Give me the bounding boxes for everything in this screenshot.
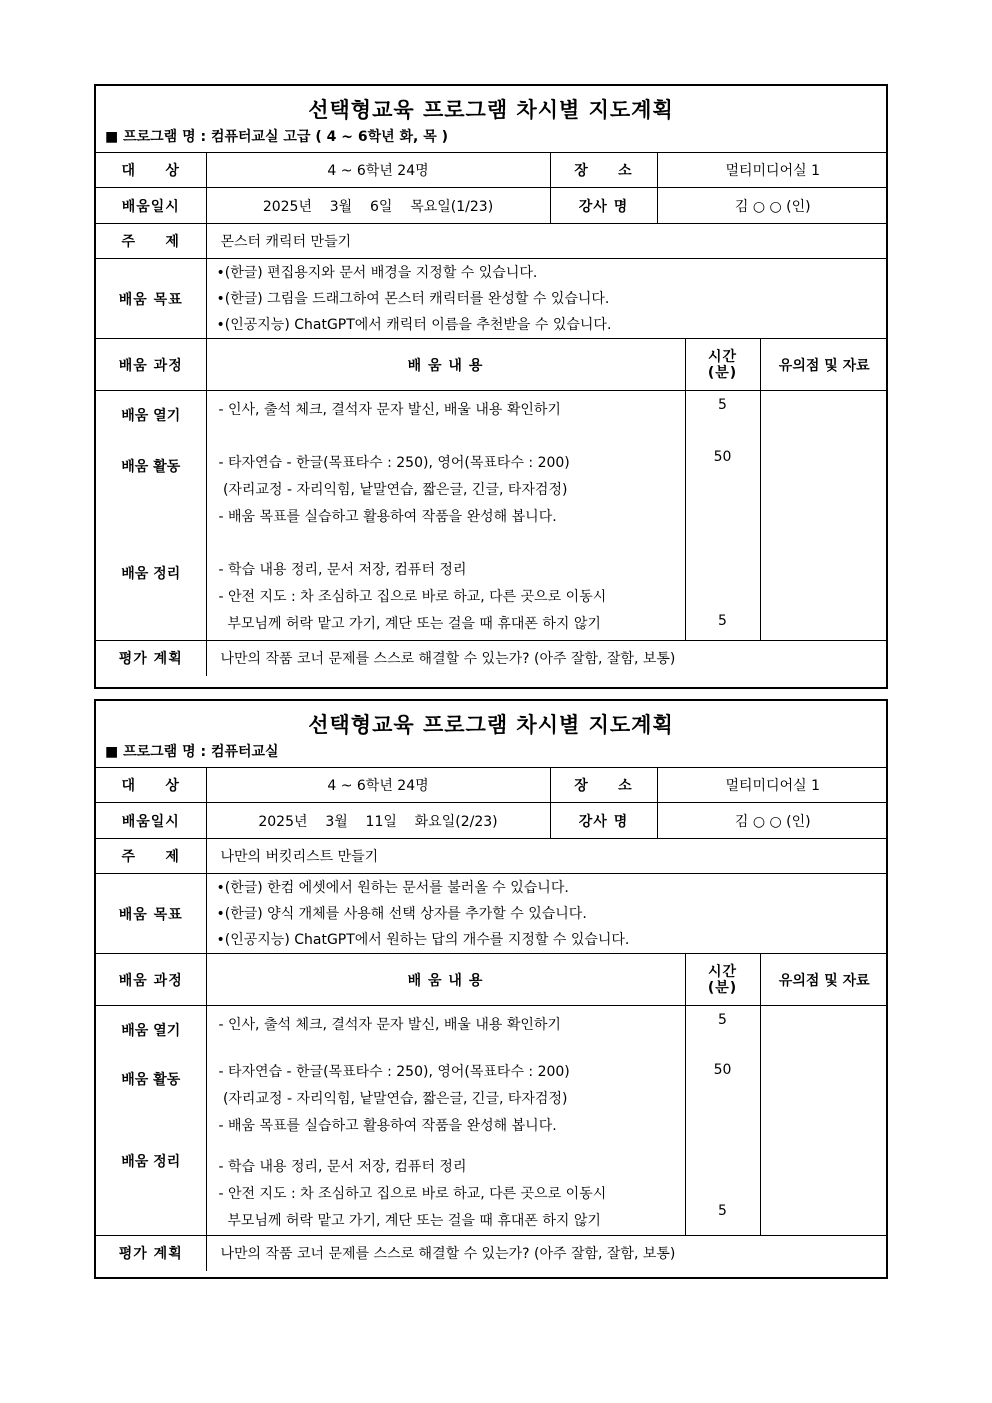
place-value: 멀티미디어실 1 bbox=[657, 153, 888, 188]
notes-cell bbox=[760, 391, 888, 641]
content-line: - 타자연습 - 한글(목표타수 : 250), 영어(목표타수 : 200) bbox=[218, 1064, 570, 1080]
content-line: - 인사, 출석 체크, 결석자 문자 발신, 배울 내용 확인하기 bbox=[218, 1017, 561, 1033]
date-label: 배움일시 bbox=[96, 188, 206, 224]
content-line: - 학습 내용 정리, 문서 저장, 컴퓨터 정리 bbox=[218, 562, 467, 578]
teacher-value: 김 ○ ○ (인) bbox=[657, 803, 888, 839]
content-body bbox=[206, 391, 685, 641]
plan-title: 선택형교육 프로그램 차시별 지도계획 bbox=[308, 713, 674, 737]
teacher-label: 강사 명 bbox=[550, 803, 657, 839]
goal-item: •(한글) 그림을 드래그하여 몬스터 캐릭터를 완성할 수 있습니다. bbox=[216, 290, 610, 307]
content-line: - 배움 목표를 실습하고 활용하여 작품을 완성해 봅니다. bbox=[218, 509, 557, 525]
eval-value: 나만의 작품 코너 문제를 스스로 해결할 수 있는가? (아주 잘함, 잘함, 보통) bbox=[206, 641, 888, 676]
stage-open: 배움 열기 bbox=[121, 408, 181, 424]
date-value: 2025년 3월 11일 화요일(2/23) bbox=[206, 803, 550, 839]
topic-label: 주 제 bbox=[96, 839, 206, 874]
time-open: 5 bbox=[718, 397, 727, 413]
eval-label: 평가 계획 bbox=[96, 1236, 206, 1271]
stage-open: 배움 열기 bbox=[121, 1023, 181, 1039]
program-name: ■ 프로그램 명 : 컴퓨터교실 고급 ( 4 ~ 6학년 화, 목 ) bbox=[105, 129, 449, 145]
stage-activity: 배움 활동 bbox=[121, 459, 181, 475]
target-label: 대 상 bbox=[96, 153, 206, 188]
teacher-label: 강사 명 bbox=[550, 188, 657, 224]
content-header: 배 움 내 용 bbox=[206, 954, 685, 1006]
content-line: (자리교정 - 자리익힘, 낱말연습, 짧은글, 긴글, 타자검정) bbox=[218, 482, 568, 498]
goals-label: 배움 목표 bbox=[96, 259, 206, 339]
topic-value: 나만의 버킷리스트 만들기 bbox=[206, 839, 888, 874]
process-header: 배움 과정 bbox=[96, 954, 206, 1006]
program-name: ■ 프로그램 명 : 컴퓨터교실 bbox=[105, 744, 279, 760]
notes-header: 유의점 및 자료 bbox=[760, 954, 888, 1006]
stage-activity: 배움 활동 bbox=[121, 1072, 181, 1088]
target-value: 4 ~ 6학년 24명 bbox=[206, 153, 550, 188]
time-header: 시간 (분) bbox=[685, 954, 760, 1006]
time-activity: 50 bbox=[713, 1062, 732, 1078]
time-close: 5 bbox=[718, 1203, 727, 1219]
time-activity: 50 bbox=[713, 449, 732, 465]
eval-label: 평가 계획 bbox=[96, 641, 206, 676]
goals-list bbox=[206, 874, 888, 954]
goal-item: •(인공지능) ChatGPT에서 캐릭터 이름을 추천받을 수 있습니다. bbox=[216, 316, 612, 333]
process-stages bbox=[96, 1006, 206, 1236]
process-stages bbox=[96, 391, 206, 641]
time-values bbox=[685, 391, 760, 641]
content-line: - 안전 지도 : 차 조심하고 집으로 바로 하교, 다른 곳으로 이동시 bbox=[218, 1186, 607, 1202]
time-header: 시간 (분) bbox=[685, 339, 760, 391]
place-label: 장 소 bbox=[550, 153, 657, 188]
plan-table bbox=[96, 767, 888, 1271]
content-line: - 학습 내용 정리, 문서 저장, 컴퓨터 정리 bbox=[218, 1159, 467, 1175]
stage-close: 배움 정리 bbox=[121, 1154, 181, 1170]
goals-label: 배움 목표 bbox=[96, 874, 206, 954]
content-line: - 배움 목표를 실습하고 활용하여 작품을 완성해 봅니다. bbox=[218, 1118, 557, 1134]
target-value: 4 ~ 6학년 24명 bbox=[206, 768, 550, 803]
place-value: 멀티미디어실 1 bbox=[657, 768, 888, 803]
goals-list bbox=[206, 259, 888, 339]
content-body bbox=[206, 1006, 685, 1236]
content-line: - 인사, 출석 체크, 결석자 문자 발신, 배울 내용 확인하기 bbox=[218, 402, 561, 418]
content-line: 부모님께 허락 맡고 가기, 계단 또는 걸을 때 휴대폰 하지 않기 bbox=[218, 616, 601, 632]
date-value: 2025년 3월 6일 목요일(1/23) bbox=[206, 188, 550, 224]
process-header: 배움 과정 bbox=[96, 339, 206, 391]
time-close: 5 bbox=[718, 613, 727, 629]
goal-item: •(인공지능) ChatGPT에서 원하는 답의 개수를 지정할 수 있습니다. bbox=[216, 931, 630, 948]
lesson-plan-1 bbox=[94, 84, 888, 689]
lesson-plan-2 bbox=[94, 699, 888, 1279]
content-line: (자리교정 - 자리익힘, 낱말연습, 짧은글, 긴글, 타자검정) bbox=[218, 1091, 568, 1107]
content-line: - 타자연습 - 한글(목표타수 : 250), 영어(목표타수 : 200) bbox=[218, 455, 570, 471]
plan-table bbox=[96, 152, 888, 676]
stage-close: 배움 정리 bbox=[121, 566, 181, 582]
content-line: 부모님께 허락 맡고 가기, 계단 또는 걸을 때 휴대폰 하지 않기 bbox=[218, 1213, 601, 1229]
content-header: 배 움 내 용 bbox=[206, 339, 685, 391]
teacher-value: 김 ○ ○ (인) bbox=[657, 188, 888, 224]
topic-label: 주 제 bbox=[96, 224, 206, 259]
target-label: 대 상 bbox=[96, 768, 206, 803]
goal-item: •(한글) 편집용지와 문서 배경을 지정할 수 있습니다. bbox=[216, 264, 538, 281]
goal-item: •(한글) 양식 개체를 사용해 선택 상자를 추가할 수 있습니다. bbox=[216, 905, 587, 922]
time-open: 5 bbox=[718, 1012, 727, 1028]
topic-value: 몬스터 캐릭터 만들기 bbox=[206, 224, 888, 259]
date-label: 배움일시 bbox=[96, 803, 206, 839]
notes-cell bbox=[760, 1006, 888, 1236]
plan-title: 선택형교육 프로그램 차시별 지도계획 bbox=[308, 98, 674, 122]
time-values bbox=[685, 1006, 760, 1236]
notes-header: 유의점 및 자료 bbox=[760, 339, 888, 391]
content-line: - 안전 지도 : 차 조심하고 집으로 바로 하교, 다른 곳으로 이동시 bbox=[218, 589, 607, 605]
eval-value: 나만의 작품 코너 문제를 스스로 해결할 수 있는가? (아주 잘함, 잘함, 보통) bbox=[206, 1236, 888, 1271]
goal-item: •(한글) 한컴 에셋에서 원하는 문서를 불러올 수 있습니다. bbox=[216, 879, 569, 896]
place-label: 장 소 bbox=[550, 768, 657, 803]
